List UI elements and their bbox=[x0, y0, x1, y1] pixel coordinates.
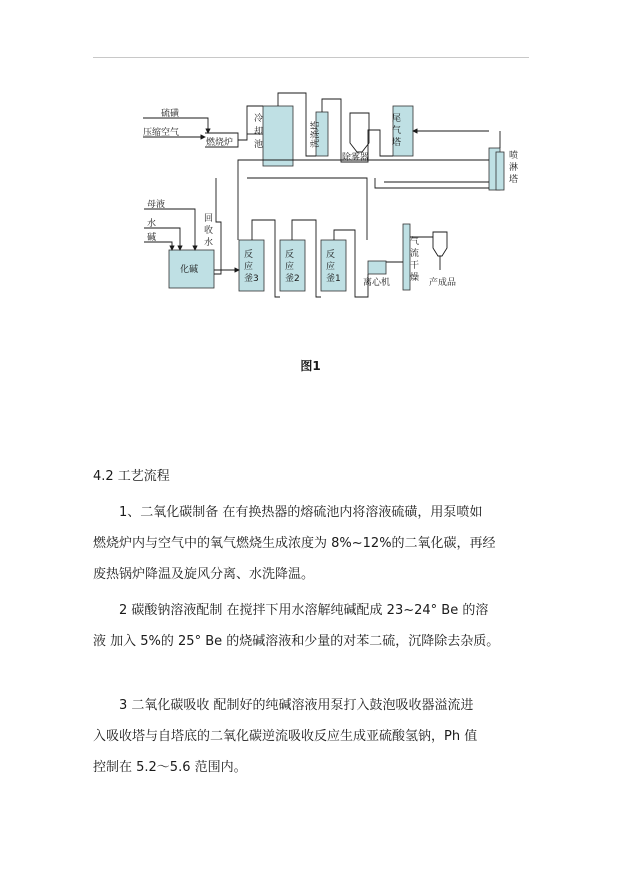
paragraph-1 bbox=[93, 497, 533, 590]
label-air-dryer-3: 干 bbox=[410, 261, 420, 271]
air-dryer-box bbox=[403, 224, 410, 290]
paragraph-3 bbox=[93, 690, 533, 783]
label-dust-remover: 除雾器 bbox=[342, 153, 370, 163]
label-reactor1-2: 应 bbox=[326, 262, 336, 272]
label-tail-tower-3: 塔 bbox=[392, 138, 402, 148]
product-cyclone-outline bbox=[433, 232, 447, 256]
label-washer: 洗涤塔 bbox=[311, 120, 321, 148]
cooling-pool-box bbox=[263, 106, 293, 166]
paragraph-1-line-3: 废热锅炉降温及旋风分离、水洗降温。 bbox=[93, 567, 315, 582]
label-recycle-water-2: 收 bbox=[204, 226, 214, 236]
label-cooling-pool-1: 冷 bbox=[254, 114, 264, 124]
dust-remover-outline bbox=[350, 113, 369, 152]
label-product: 产成品 bbox=[429, 278, 457, 288]
label-reactor2-2: 应 bbox=[285, 262, 295, 272]
paragraph-1-line-1: 1、二氧化碳制备 在有换热器的熔硫池内将溶液硫磺，用泵喷如 bbox=[119, 505, 483, 520]
label-recycle-water-3: 水 bbox=[204, 238, 214, 248]
label-air-dryer-4: 燥 bbox=[410, 273, 420, 283]
process-flow-diagram bbox=[0, 0, 621, 340]
label-cooling-pool-2: 却 bbox=[254, 127, 264, 137]
label-reactor2-1: 反 bbox=[285, 250, 295, 260]
label-cooling-pool-3: 池 bbox=[254, 140, 264, 150]
label-compressed-air: 压缩空气 bbox=[143, 128, 180, 138]
label-water: 水 bbox=[147, 219, 157, 229]
label-reactor3-2: 应 bbox=[244, 262, 254, 272]
label-reactor1-3: 釜1 bbox=[326, 274, 341, 284]
paragraph-2 bbox=[93, 595, 533, 657]
label-alkali-tank: 化碱 bbox=[180, 265, 199, 275]
label-burner: 燃烧炉 bbox=[206, 138, 234, 148]
paragraph-3-line-1: 3 二氧化碳吸收 配制好的纯碱溶液用泵打入鼓泡吸收器溢流进 bbox=[119, 698, 474, 713]
paragraph-2-line-2: 液 加入 5%的 25° Be 的烧碱溶液和少量的对苯二硫，沉降除去杂质。 bbox=[93, 634, 500, 649]
label-tail-tower-2: 气 bbox=[392, 126, 402, 136]
label-air-dryer-2: 流 bbox=[410, 249, 420, 259]
label-reactor3-1: 反 bbox=[244, 250, 254, 260]
spray-tower-box-2 bbox=[496, 152, 504, 190]
paragraph-3-line-3: 控制在 5.2～5.6 范围内。 bbox=[93, 760, 247, 775]
label-alkali: 碱 bbox=[147, 233, 157, 243]
label-sulfur: 硫磺 bbox=[161, 109, 180, 119]
label-spray-tower-2: 淋 bbox=[509, 163, 519, 173]
label-spray-tower-1: 喷 bbox=[509, 151, 519, 161]
label-recycle-water-1: 回 bbox=[204, 214, 214, 224]
label-mother-liquor: 母液 bbox=[147, 200, 166, 210]
figure-caption: 图1 bbox=[300, 359, 321, 373]
centrifuge-box bbox=[368, 261, 386, 274]
paragraph-3-line-2: 入吸收塔与自塔底的二氧化碳逆流吸收反应生成亚硫酸氢钠，Ph 值 bbox=[93, 729, 478, 744]
label-spray-tower-3: 塔 bbox=[509, 175, 519, 185]
label-centrifuge: 离心机 bbox=[363, 278, 391, 288]
label-reactor2-3: 釜2 bbox=[285, 274, 300, 284]
paragraph-2-line-1: 2 碳酸钠溶液配制 在搅拌下用水溶解纯碱配成 23~24° Be 的溶 bbox=[119, 603, 489, 618]
label-air-dryer-1: 气 bbox=[410, 237, 420, 247]
paragraph-1-line-2: 燃烧炉内与空气中的氧气燃烧生成浓度为 8%~12%的二氧化碳，再经 bbox=[93, 536, 496, 551]
label-reactor1-1: 反 bbox=[326, 250, 336, 260]
label-reactor3-3: 釜3 bbox=[244, 274, 259, 284]
label-tail-tower-1: 尾 bbox=[392, 114, 402, 124]
section-heading: 4.2 工艺流程 bbox=[93, 469, 170, 484]
